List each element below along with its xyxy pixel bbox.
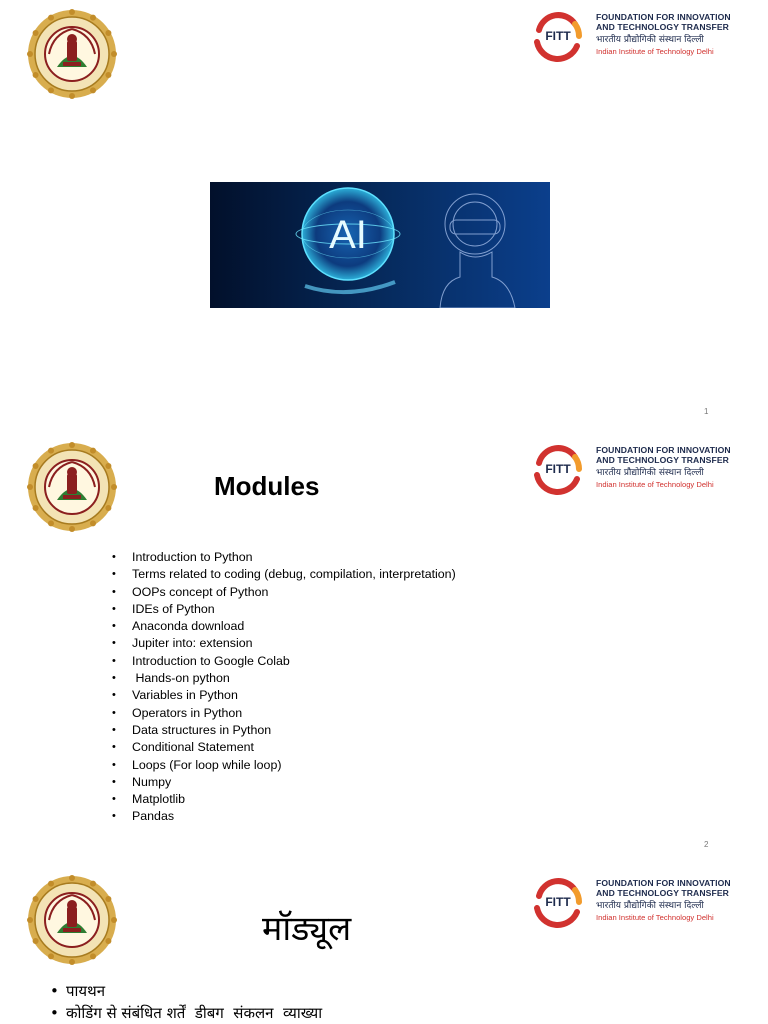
- list-item: • Pandas: [112, 808, 456, 825]
- fitt-name-line2: AND TECHNOLOGY TRANSFER: [596, 455, 729, 465]
- fitt-text-block: [596, 12, 746, 56]
- fitt-name-line1: FOUNDATION FOR INNOVATION: [596, 878, 731, 888]
- list-item: • Terms related to coding (debug, compilation, interpretation): [112, 566, 456, 583]
- madhya-pradesh-emblem-icon: [27, 9, 117, 99]
- fitt-name-line2: AND TECHNOLOGY TRANSFER: [596, 888, 729, 898]
- fitt-hindi-name: भारतीय प्रौद्योगिकी संस्थान दिल्ली: [596, 468, 704, 478]
- fitt-text-block: [596, 445, 746, 489]
- list-item: • Loops (For loop while loop): [112, 757, 456, 774]
- fitt-logo-icon: [531, 443, 583, 495]
- fitt-logo-icon: [531, 876, 583, 928]
- slide-title: मॉड्यूल: [262, 909, 352, 949]
- fitt-logo: [531, 876, 743, 932]
- page-number: 1: [704, 407, 709, 416]
- list-item: • OOPs concept of Python: [112, 584, 456, 601]
- fitt-name-line1: FOUNDATION FOR INNOVATION: [596, 12, 731, 22]
- list-item: • Operators in Python: [112, 705, 456, 722]
- fitt-logo: [531, 10, 743, 66]
- slide-1: [0, 0, 768, 433]
- fitt-logo-text: FITT: [545, 895, 571, 909]
- fitt-name-line1: FOUNDATION FOR INNOVATION: [596, 445, 731, 455]
- fitt-logo-text: FITT: [545, 462, 571, 476]
- list-item: • Variables in Python: [112, 687, 456, 704]
- list-item: • Introduction to Google Colab: [112, 653, 456, 670]
- madhya-pradesh-emblem-icon: [27, 875, 117, 965]
- list-item: • Anaconda download: [112, 618, 456, 635]
- fitt-logo-icon: [531, 10, 583, 62]
- slide-3: [0, 866, 768, 1024]
- fitt-name-line2: AND TECHNOLOGY TRANSFER: [596, 22, 729, 32]
- module-list: [112, 549, 456, 826]
- module-list-hindi: [50, 980, 322, 1024]
- list-item: • Matplotlib: [112, 791, 456, 808]
- fitt-text-block: [596, 878, 746, 922]
- list-item: • Conditional Statement: [112, 739, 456, 756]
- list-item: • Introduction to Python: [112, 549, 456, 566]
- slide-2: [0, 433, 768, 866]
- fitt-hindi-name: भारतीय प्रौद्योगिकी संस्थान दिल्ली: [596, 35, 704, 45]
- fitt-hindi-name: भारतीय प्रौद्योगिकी संस्थान दिल्ली: [596, 901, 704, 911]
- fitt-iitd-name: Indian Institute of Technology Delhi: [596, 47, 714, 56]
- fitt-logo: [531, 443, 743, 499]
- list-item: • Data structures in Python: [112, 722, 456, 739]
- fitt-iitd-name: Indian Institute of Technology Delhi: [596, 913, 714, 922]
- ai-banner-text: AI: [329, 213, 367, 257]
- list-item: • Jupiter into: extension: [112, 635, 456, 652]
- fitt-iitd-name: Indian Institute of Technology Delhi: [596, 480, 714, 489]
- ai-banner-image: [210, 182, 550, 308]
- fitt-logo-text: FITT: [545, 29, 571, 43]
- list-item: • Numpy: [112, 774, 456, 791]
- madhya-pradesh-emblem-icon: [27, 442, 117, 532]
- list-item: • Hands-on python: [112, 670, 456, 687]
- list-item: • पायथन: [50, 980, 322, 1002]
- list-item: • IDEs of Python: [112, 601, 456, 618]
- page-number: 2: [704, 840, 709, 849]
- list-item: • कोडिंग से संबंधित शर्तें डीबग संकलन व्याख्या: [50, 1002, 322, 1024]
- slide-title: Modules: [214, 471, 320, 501]
